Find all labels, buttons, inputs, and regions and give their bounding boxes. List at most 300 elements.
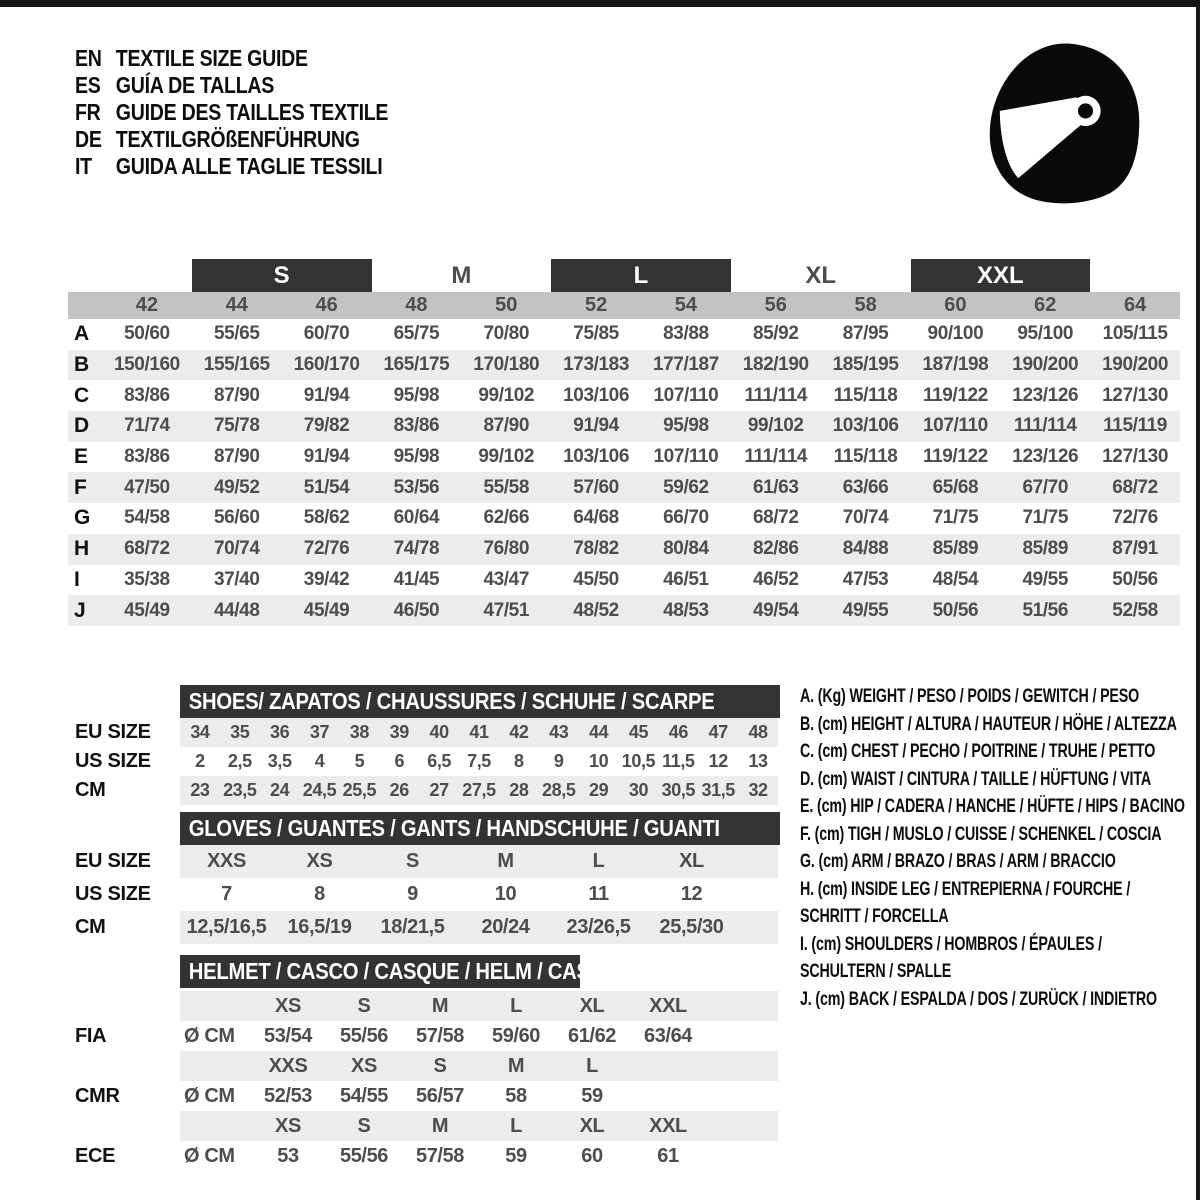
language-code-es: ES [75, 72, 101, 98]
size-value-cell: 85/89 [1022, 538, 1069, 560]
helmet-size-value-cell: 60 [581, 1144, 603, 1167]
shoe-size-cell: 10 [588, 751, 609, 771]
size-value-cell: 103/106 [832, 415, 899, 437]
shoes-section-title-bar [180, 685, 780, 718]
row-label-i: I [74, 567, 80, 591]
helmet-unit-label: Ø CM [184, 1084, 235, 1107]
helmet-size-value-cell: 61 [657, 1144, 679, 1167]
helmet-size-header-cell: XL [579, 994, 605, 1017]
shoe-size-cell: 41 [469, 722, 489, 742]
helmet-unit-spacer [180, 991, 250, 1021]
numeric-size-60: 60 [944, 294, 967, 316]
language-code-de: DE [75, 126, 102, 152]
size-value-cell: 67/70 [1022, 476, 1069, 498]
band-row [75, 991, 778, 1021]
size-value-cell: 65/68 [932, 476, 979, 498]
language-row [75, 153, 388, 180]
helmet-size-header-cell: XXS [268, 1054, 308, 1077]
band-cells [180, 878, 778, 911]
size-value-cell: 115/118 [833, 446, 898, 468]
shoe-size-cell: 36 [270, 722, 290, 742]
shoe-size-cell: 43 [549, 722, 569, 742]
shoe-size-cell: 5 [354, 751, 365, 771]
size-value-cell: 123/126 [1012, 446, 1079, 468]
size-value-cell: 44/48 [213, 599, 260, 621]
size-value-cell: 50/56 [1112, 568, 1158, 590]
glove-size-cell: XS [306, 850, 333, 872]
row-gloves-us-size [75, 878, 778, 911]
size-value-cell: 85/92 [752, 323, 799, 345]
helmet-ece-label: ECE [75, 1144, 116, 1167]
size-value-cell: 155/165 [203, 354, 270, 376]
size-value-cell: 99/102 [747, 415, 804, 437]
size-header-s: S [192, 259, 372, 292]
glove-size-cell: S [406, 850, 419, 872]
size-header-l: L [551, 259, 731, 292]
helmet-size-value-cell: 59 [581, 1084, 603, 1107]
row-label-a: A [74, 322, 90, 346]
size-value-cell: 79/82 [303, 415, 350, 437]
size-value-cell: 56/60 [213, 507, 260, 529]
gloves-us-size-label: US SIZE [75, 883, 151, 905]
size-value-cell: 119/122 [922, 384, 988, 406]
legend-item-e: E. (cm) HIP / CADERA / HANCHE / HÜFTE / HIPS / BACINO [800, 796, 1185, 817]
size-value-cell: 115/119 [1103, 415, 1167, 437]
size-value-cell: 91/94 [303, 384, 350, 406]
size-value-cell: 107/110 [653, 446, 719, 468]
shoe-size-cell: 25,5 [342, 780, 377, 800]
textile-numeric-size-row [68, 292, 1180, 319]
helmet-size-value-cell: 56/57 [415, 1084, 465, 1107]
size-value-cell: 95/98 [393, 384, 440, 406]
size-value-cell: 60/64 [393, 507, 440, 529]
textile-row-f [68, 472, 1180, 503]
textile-row-d [68, 411, 1180, 442]
size-value-cell: 105/115 [1102, 323, 1168, 345]
helmet-size-header-cell: S [433, 1054, 447, 1077]
textile-size-header-row [68, 259, 1180, 292]
language-title-block [75, 45, 388, 180]
shoe-size-cell: 4 [314, 751, 325, 771]
size-value-cell: 190/200 [1012, 354, 1079, 376]
legend-item-f: F. (cm) TIGH / MUSLO / CUISSE / SCHENKEL / COSCIA [800, 823, 1162, 845]
textile-row-b [68, 350, 1180, 381]
glove-size-cell: 25,5/30 [659, 916, 724, 938]
textile-row-a [68, 319, 1180, 350]
size-value-cell: 48/53 [663, 599, 709, 621]
band-cells [180, 1051, 778, 1081]
helmet-fia-label: FIA [75, 1024, 107, 1047]
helmet-size-value-cell: 59 [505, 1144, 527, 1167]
helmet-cmr-label: CMR [75, 1084, 120, 1107]
row-label-j: J [74, 598, 86, 622]
band-cells [180, 1141, 778, 1171]
size-header-m: M [451, 261, 472, 289]
helmet-size-header-cell: XL [579, 1114, 605, 1137]
size-value-cell: 45/49 [124, 599, 170, 621]
shoe-size-cell: 32 [748, 780, 768, 800]
shoe-size-cell: 26 [389, 780, 409, 800]
size-value-cell: 48/54 [932, 568, 979, 590]
shoe-size-cell: 12 [708, 751, 728, 771]
size-value-cell: 103/106 [563, 446, 630, 468]
size-value-cell: 47/53 [842, 568, 889, 590]
shoes-section-title: SHOES/ ZAPATOS / CHAUSSURES / SCHUHE / SCARPE [188, 688, 715, 714]
size-value-cell: 107/110 [922, 415, 988, 437]
shoe-size-cell: 3,5 [267, 751, 292, 771]
size-value-cell: 87/90 [483, 415, 530, 437]
size-value-cell: 53/56 [393, 476, 440, 498]
size-value-cell: 68/72 [124, 538, 170, 560]
numeric-size-64: 64 [1123, 294, 1147, 316]
size-value-cell: 182/190 [742, 354, 809, 376]
size-value-cell: 80/84 [663, 538, 709, 560]
size-value-cell: 82/86 [752, 538, 799, 560]
textile-measurement-rows [68, 319, 1180, 626]
size-value-cell: 119/122 [922, 446, 988, 468]
row-helmet-fia [75, 1021, 778, 1051]
shoe-size-cell: 6,5 [427, 751, 452, 771]
size-value-cell: 72/76 [303, 538, 350, 560]
size-value-cell: 103/106 [563, 384, 630, 406]
size-value-cell: 74/78 [393, 538, 440, 560]
size-value-cell: 68/72 [1112, 476, 1158, 498]
shoe-size-cell: 38 [349, 722, 369, 742]
size-value-cell: 95/98 [663, 415, 709, 437]
glove-size-cell: 7 [221, 883, 232, 905]
helmet-size-value-cell: 59/60 [491, 1024, 541, 1047]
glove-size-cell: 18/21,5 [380, 916, 445, 938]
size-value-cell: 173/183 [563, 354, 630, 376]
size-value-cell: 70/74 [842, 507, 889, 529]
band-row [75, 1051, 778, 1081]
measurement-legend [800, 683, 1190, 1013]
shoes-us-size-label: US SIZE [75, 750, 151, 772]
size-value-cell: 50/56 [932, 599, 979, 621]
helmet-size-header-cell: M [507, 1054, 525, 1077]
size-value-cell: 62/66 [483, 507, 530, 529]
band-cells [180, 1111, 778, 1141]
band-cells [180, 1081, 778, 1111]
shoe-size-cell: 40 [429, 722, 449, 742]
size-value-cell: 160/170 [293, 354, 360, 376]
size-value-cell: 78/82 [573, 538, 619, 560]
size-value-cell: 99/102 [478, 446, 535, 468]
band-row [75, 1111, 778, 1141]
shoe-size-cell: 10,5 [621, 751, 656, 771]
helmet-size-header-cell: L [586, 1054, 598, 1077]
size-value-cell: 187/198 [922, 354, 989, 376]
size-value-cell: 91/94 [573, 415, 619, 437]
size-value-cell: 50/60 [124, 323, 170, 345]
size-value-cell: 57/60 [573, 476, 619, 498]
size-value-cell: 85/89 [932, 538, 979, 560]
helmet-size-header-cell: XXL [649, 994, 687, 1017]
shoe-size-cell: 7,5 [467, 751, 491, 771]
shoes-cm-label: CM [75, 779, 106, 801]
size-value-cell: 111/114 [744, 384, 808, 406]
shoe-size-cell: 27 [429, 780, 449, 800]
numeric-size-50: 50 [495, 294, 518, 316]
row-shoes-cm [75, 776, 778, 805]
shoe-size-cell: 23,5 [223, 780, 257, 800]
glove-size-cell: 9 [407, 883, 418, 905]
band-cells [180, 1021, 778, 1051]
size-value-cell: 55/65 [213, 323, 260, 345]
row-helmet-cmr [75, 1081, 778, 1111]
size-value-cell: 41/45 [393, 568, 440, 590]
size-value-cell: 95/100 [1017, 323, 1074, 345]
helmet-unit-label: Ø CM [184, 1144, 235, 1167]
language-title-it: GUIDA ALLE TAGLIE TESSILI [115, 153, 383, 179]
size-value-cell: 35/38 [124, 568, 170, 590]
glove-size-cell: 11 [588, 883, 609, 905]
helmet-size-header-cell: L [510, 994, 522, 1017]
size-value-cell: 111/114 [744, 446, 808, 468]
helmet-size-value-cell: 61/62 [567, 1024, 617, 1047]
size-value-cell: 47/50 [124, 476, 170, 498]
empty-label [75, 1111, 180, 1141]
helmet-size-value-cell: 53 [277, 1144, 299, 1167]
row-helmet-ece [75, 1141, 778, 1171]
size-value-cell: 59/62 [663, 476, 709, 498]
size-value-cell: 83/88 [663, 323, 709, 345]
size-value-cell: 37/40 [213, 568, 260, 590]
size-value-cell: 49/52 [213, 476, 260, 498]
band-cells [180, 991, 778, 1021]
size-value-cell: 71/75 [1022, 507, 1069, 529]
size-value-cell: 150/160 [113, 354, 180, 376]
size-value-cell: 64/68 [573, 507, 619, 529]
size-value-cell: 49/54 [752, 599, 799, 621]
glove-size-cell: L [592, 850, 605, 872]
legend-item-h: H. (cm) INSIDE LEG / ENTREPIERNA / FOURCHE / SCHRITT / FORCELLA [800, 878, 1131, 927]
size-value-cell: 65/75 [393, 323, 440, 345]
helmet-size-header-cell: XXL [649, 1114, 687, 1137]
glove-size-cell: M [497, 850, 514, 872]
size-value-cell: 71/74 [124, 415, 170, 437]
shoe-size-cell: 2,5 [227, 751, 252, 771]
band-cells [180, 845, 778, 878]
helmet-size-value-cell: 57/58 [415, 1144, 465, 1167]
shoe-size-cell: 6 [394, 751, 405, 771]
size-value-cell: 51/54 [303, 476, 350, 498]
textile-row-e [68, 442, 1180, 473]
helmet-size-value-cell: 54/55 [339, 1084, 389, 1107]
size-value-cell: 127/130 [1102, 446, 1169, 468]
glove-size-cell: 12,5/16,5 [186, 916, 267, 938]
language-row [75, 126, 388, 153]
legend-item-b: B. (cm) HEIGHT / ALTURA / HAUTEUR / HÖHE / ALTEZZA [800, 713, 1177, 735]
language-row [75, 72, 388, 99]
numeric-size-52: 52 [584, 294, 608, 316]
helmet-size-value-cell: 58 [505, 1084, 527, 1107]
size-value-cell: 87/90 [213, 384, 260, 406]
size-value-cell: 70/74 [213, 538, 260, 560]
numeric-size-44: 44 [225, 294, 248, 316]
textile-row-c [68, 380, 1180, 411]
helmet-size-value-cell: 52/53 [263, 1084, 313, 1107]
helmet-size-header-cell: XS [351, 1054, 377, 1077]
language-title-fr: GUIDE DES TAILLES TEXTILE [115, 99, 389, 125]
shoe-size-cell: 37 [309, 722, 330, 742]
helmet-section-title: HELMET / CASCO / CASQUE / HELM / CASCO [188, 958, 620, 984]
gloves-section-title: GLOVES / GUANTES / GANTS / HANDSCHUHE / GUANTI [188, 815, 720, 841]
numeric-size-62: 62 [1034, 294, 1057, 316]
shoe-size-cell: 11,5 [662, 751, 695, 771]
language-title-es: GUÍA DE TALLAS [115, 72, 275, 98]
legend-item-g: G. (cm) ARM / BRAZO / BRAS / ARM / BRACCIO [800, 851, 1116, 872]
shoe-size-cell: 2 [195, 751, 205, 771]
row-gloves-eu-size [75, 845, 778, 878]
size-value-cell: 95/98 [393, 446, 440, 468]
glove-size-cell: 12 [680, 883, 703, 905]
legend-item-j: J. (cm) BACK / ESPALDA / DOS / ZURÜCK / INDIETRO [800, 988, 1157, 1010]
numeric-size-56: 56 [764, 294, 787, 316]
size-value-cell: 71/75 [932, 507, 979, 529]
size-value-cell: 76/80 [483, 538, 530, 560]
glove-size-cell: 20/24 [481, 916, 530, 938]
shoe-size-cell: 27,5 [462, 780, 496, 800]
size-value-cell: 46/52 [752, 568, 799, 590]
size-value-cell: 39/42 [303, 568, 350, 590]
size-value-cell: 185/195 [832, 354, 899, 376]
row-label-h: H [74, 537, 90, 561]
shoe-size-cell: 28 [509, 780, 529, 800]
band-cells [180, 718, 778, 747]
size-value-cell: 63/66 [842, 476, 889, 498]
size-value-cell: 70/80 [483, 323, 530, 345]
numeric-size-46: 46 [315, 294, 338, 316]
row-shoes-eu-size [75, 718, 778, 747]
size-value-cell: 58/62 [303, 507, 350, 529]
size-value-cell: 61/63 [752, 476, 799, 498]
size-value-cell: 91/94 [303, 446, 350, 468]
row-shoes-us-size [75, 747, 778, 776]
shoe-size-cell: 47 [708, 722, 728, 742]
size-value-cell: 127/130 [1102, 384, 1169, 406]
size-value-cell: 60/70 [303, 323, 350, 345]
helmet-size-value-cell: 55/56 [339, 1024, 389, 1047]
helmet-size-header-cell: L [510, 1114, 522, 1137]
size-value-cell: 84/88 [842, 538, 889, 560]
shoe-size-cell: 46 [668, 722, 688, 742]
legend-item-a: A. (Kg) WEIGHT / PESO / POIDS / GEWITCH / PESO [800, 686, 1140, 707]
shoe-size-cell: 24,5 [302, 780, 337, 800]
size-value-cell: 52/58 [1112, 599, 1158, 621]
size-value-cell: 83/86 [124, 446, 170, 468]
size-value-cell: 46/50 [393, 599, 440, 621]
language-row [75, 45, 388, 72]
shoe-size-cell: 9 [553, 751, 564, 771]
size-value-cell: 99/102 [478, 384, 535, 406]
size-value-cell: 90/100 [927, 323, 984, 345]
gloves-section-title-bar [180, 812, 780, 845]
row-label-d: D [74, 414, 90, 438]
size-value-cell: 45/50 [573, 568, 619, 590]
size-value-cell: 48/52 [573, 599, 619, 621]
size-header-xl: XL [805, 261, 836, 289]
size-value-cell: 115/118 [833, 384, 898, 406]
textile-row-g [68, 503, 1180, 534]
helmet-unit-spacer [180, 1111, 250, 1141]
size-value-cell: 165/175 [383, 354, 450, 376]
size-value-cell: 75/85 [573, 323, 619, 345]
legend-item-c: C. (cm) CHEST / PECHO / POITRINE / TRUHE / PETTO [800, 741, 1156, 762]
language-title-de: TEXTILGRÖßENFÜHRUNG [115, 126, 360, 152]
size-value-cell: 111/114 [1013, 415, 1077, 437]
shoe-size-cell: 35 [230, 722, 250, 742]
size-value-cell: 87/95 [842, 323, 889, 345]
glove-size-cell: XL [679, 850, 704, 872]
size-value-cell: 170/180 [473, 354, 540, 376]
language-title-en: TEXTILE SIZE GUIDE [115, 45, 308, 71]
glove-size-cell: 10 [494, 883, 517, 905]
helmet-unit-spacer [180, 1051, 250, 1081]
row-label-c: C [74, 383, 90, 407]
helmet-unit-label: Ø CM [184, 1024, 235, 1047]
shoe-size-cell: 24 [270, 780, 290, 800]
row-label-b: B [74, 353, 90, 377]
empty-label [75, 1051, 180, 1081]
size-value-cell: 123/126 [1012, 384, 1079, 406]
helmet-section-title-bar [180, 955, 620, 988]
size-value-cell: 87/91 [1112, 538, 1158, 560]
size-value-cell: 51/56 [1022, 599, 1069, 621]
legend-item-i: I. (cm) SHOULDERS / HOMBROS / ÉPAULES / SCHULTERN / SPALLE [800, 933, 1102, 982]
shoes-eu-size-label: EU SIZE [75, 721, 151, 743]
textile-row-j [68, 595, 1180, 626]
size-value-cell: 83/86 [124, 384, 170, 406]
size-value-cell: 75/78 [213, 415, 260, 437]
size-value-cell: 49/55 [842, 599, 889, 621]
helmet-size-header-cell: S [357, 1114, 371, 1137]
empty-label [75, 991, 180, 1021]
row-label-f: F [74, 475, 87, 499]
shoe-size-cell: 13 [748, 751, 768, 771]
helmet-size-header-cell: M [431, 994, 449, 1017]
numeric-size-54: 54 [674, 294, 698, 316]
size-value-cell: 68/72 [752, 507, 799, 529]
glove-size-cell: 16,5/19 [287, 916, 352, 938]
helmet-size-header-cell: M [431, 1114, 449, 1137]
numeric-size-58: 58 [854, 294, 877, 316]
row-label-e: E [74, 445, 89, 469]
language-code-fr: FR [75, 99, 101, 125]
band-cells [180, 747, 778, 776]
shoe-size-cell: 39 [389, 722, 409, 742]
size-value-cell: 66/70 [663, 507, 709, 529]
gloves-eu-size-label: EU SIZE [75, 850, 151, 872]
shoe-size-cell: 44 [588, 722, 609, 742]
row-gloves-cm [75, 911, 778, 944]
textile-row-h [68, 534, 1180, 565]
size-value-cell: 72/76 [1112, 507, 1158, 529]
language-code-en: EN [75, 45, 102, 71]
shoe-size-cell: 42 [509, 722, 529, 742]
size-value-cell: 190/200 [1102, 354, 1169, 376]
glove-size-cell: XXS [207, 850, 246, 872]
size-value-cell: 45/49 [303, 599, 350, 621]
shoe-size-cell: 48 [748, 722, 768, 742]
band-cells [180, 911, 778, 944]
shoe-size-cell: 8 [514, 751, 524, 771]
size-value-cell: 177/187 [652, 354, 719, 376]
helmet-size-value-cell: 55/56 [339, 1144, 389, 1167]
language-code-it: IT [75, 153, 92, 179]
shoe-size-cell: 28,5 [542, 780, 576, 800]
legend-item-d: D. (cm) WAIST / CINTURA / TAILLE / HÜFTUNG / VITA [800, 768, 1151, 790]
